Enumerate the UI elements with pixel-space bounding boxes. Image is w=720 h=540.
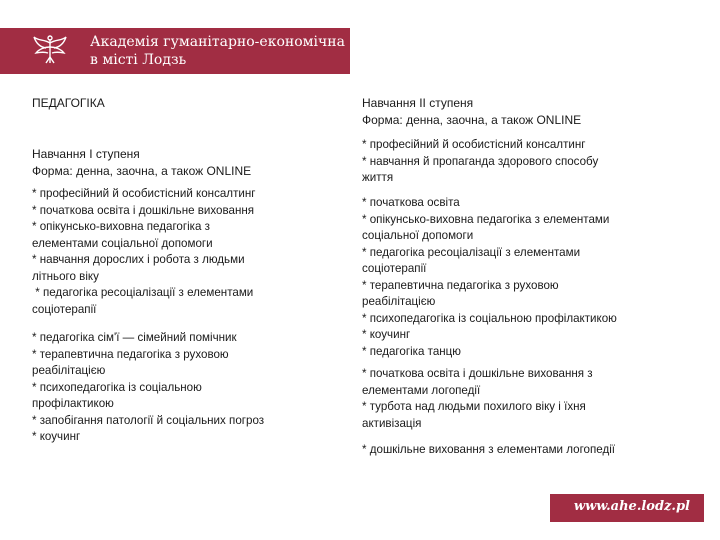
list-item: * коучинг <box>32 430 81 443</box>
first-level-heading <box>32 146 251 179</box>
section-title: ПЕДАГОГІКА <box>32 96 105 110</box>
list-item: * психопедагогіка із соціальною профілактикою <box>362 311 617 325</box>
list-item: елементами логопедії <box>362 383 481 397</box>
list-item: * терапевтична педагогіка з руховою <box>32 347 229 361</box>
list-item: реабілітацією <box>362 295 436 308</box>
list-item: літнього віку <box>32 269 99 283</box>
second-level-heading <box>362 95 581 128</box>
list-item: * педагогіка ресоціалізації з елементами <box>362 245 581 259</box>
form-line: Форма: денна, заочна, а також ONLINE <box>362 112 582 127</box>
list-item: профілактикою <box>32 397 114 410</box>
form-line: Форма: денна, заочна, а також ONLINE <box>32 163 252 178</box>
list-item: * коучинг <box>362 328 411 341</box>
list-item: * початкова освіта і дошкільне виховання з <box>362 367 593 380</box>
list-item: * початкова освіта і дошкільне виховання <box>32 203 255 217</box>
level-title: Навчання І ступеня <box>32 147 140 161</box>
list-item: * турбота над людьми похилого віку і їхня <box>362 400 586 413</box>
list-item: соціальної допомоги <box>362 229 474 242</box>
program-list-2 <box>32 330 264 446</box>
list-item: елементами соціальної допомоги <box>32 236 213 250</box>
list-item: * початкова освіта <box>362 196 460 209</box>
list-item: * дошкільне виховання з елементами логопедії <box>362 443 616 456</box>
list-item: * педагогіка танцю <box>362 344 462 358</box>
list-item: * професійний й особистісний консалтинг <box>362 138 586 151</box>
list-item: соціотерапії <box>362 262 427 275</box>
website-bar[interactable] <box>550 494 704 522</box>
program-list-1 <box>362 137 598 187</box>
list-item: реабілітацією <box>32 364 106 377</box>
list-item: * навчання й пропаганда здорового способу <box>362 154 599 168</box>
program-list-2 <box>362 195 617 360</box>
program-list-1 <box>32 186 256 318</box>
eagle-crest-icon <box>30 33 70 69</box>
list-item: * запобігання патології й соціальних погроз <box>32 413 265 427</box>
list-item: активізація <box>362 416 422 430</box>
list-item: соціотерапії <box>32 302 97 316</box>
list-item: * опікунсько-виховна педагогіка з елементами <box>362 212 610 226</box>
academy-name <box>90 33 350 69</box>
list-item: * педагогіка ресоціалізації з елементами <box>32 286 254 299</box>
list-item: * терапевтична педагогіка з руховою <box>362 278 559 292</box>
academy-name-line2: в місті Лодзь <box>90 52 187 68</box>
program-list-4 <box>362 442 615 459</box>
list-item: * професійний й особистісний консалтинг <box>32 187 256 200</box>
website-link[interactable]: www.ahe.lodz.pl <box>573 499 690 514</box>
list-item: * педагогіка сім'ї — сімейний помічник <box>32 331 237 344</box>
list-item: життя <box>362 171 394 184</box>
level-title: Навчання ІІ ступеня <box>362 96 474 110</box>
list-item: * навчання дорослих і робота з людьми <box>32 253 245 266</box>
academy-name-line1: Академія гуманітарно-економічна <box>90 34 345 50</box>
program-list-3 <box>362 366 593 432</box>
list-item: * психопедагогіка із соціальною <box>32 380 202 394</box>
list-item: * опікунсько-виховна педагогіка з <box>32 220 210 233</box>
header-band <box>0 28 350 74</box>
